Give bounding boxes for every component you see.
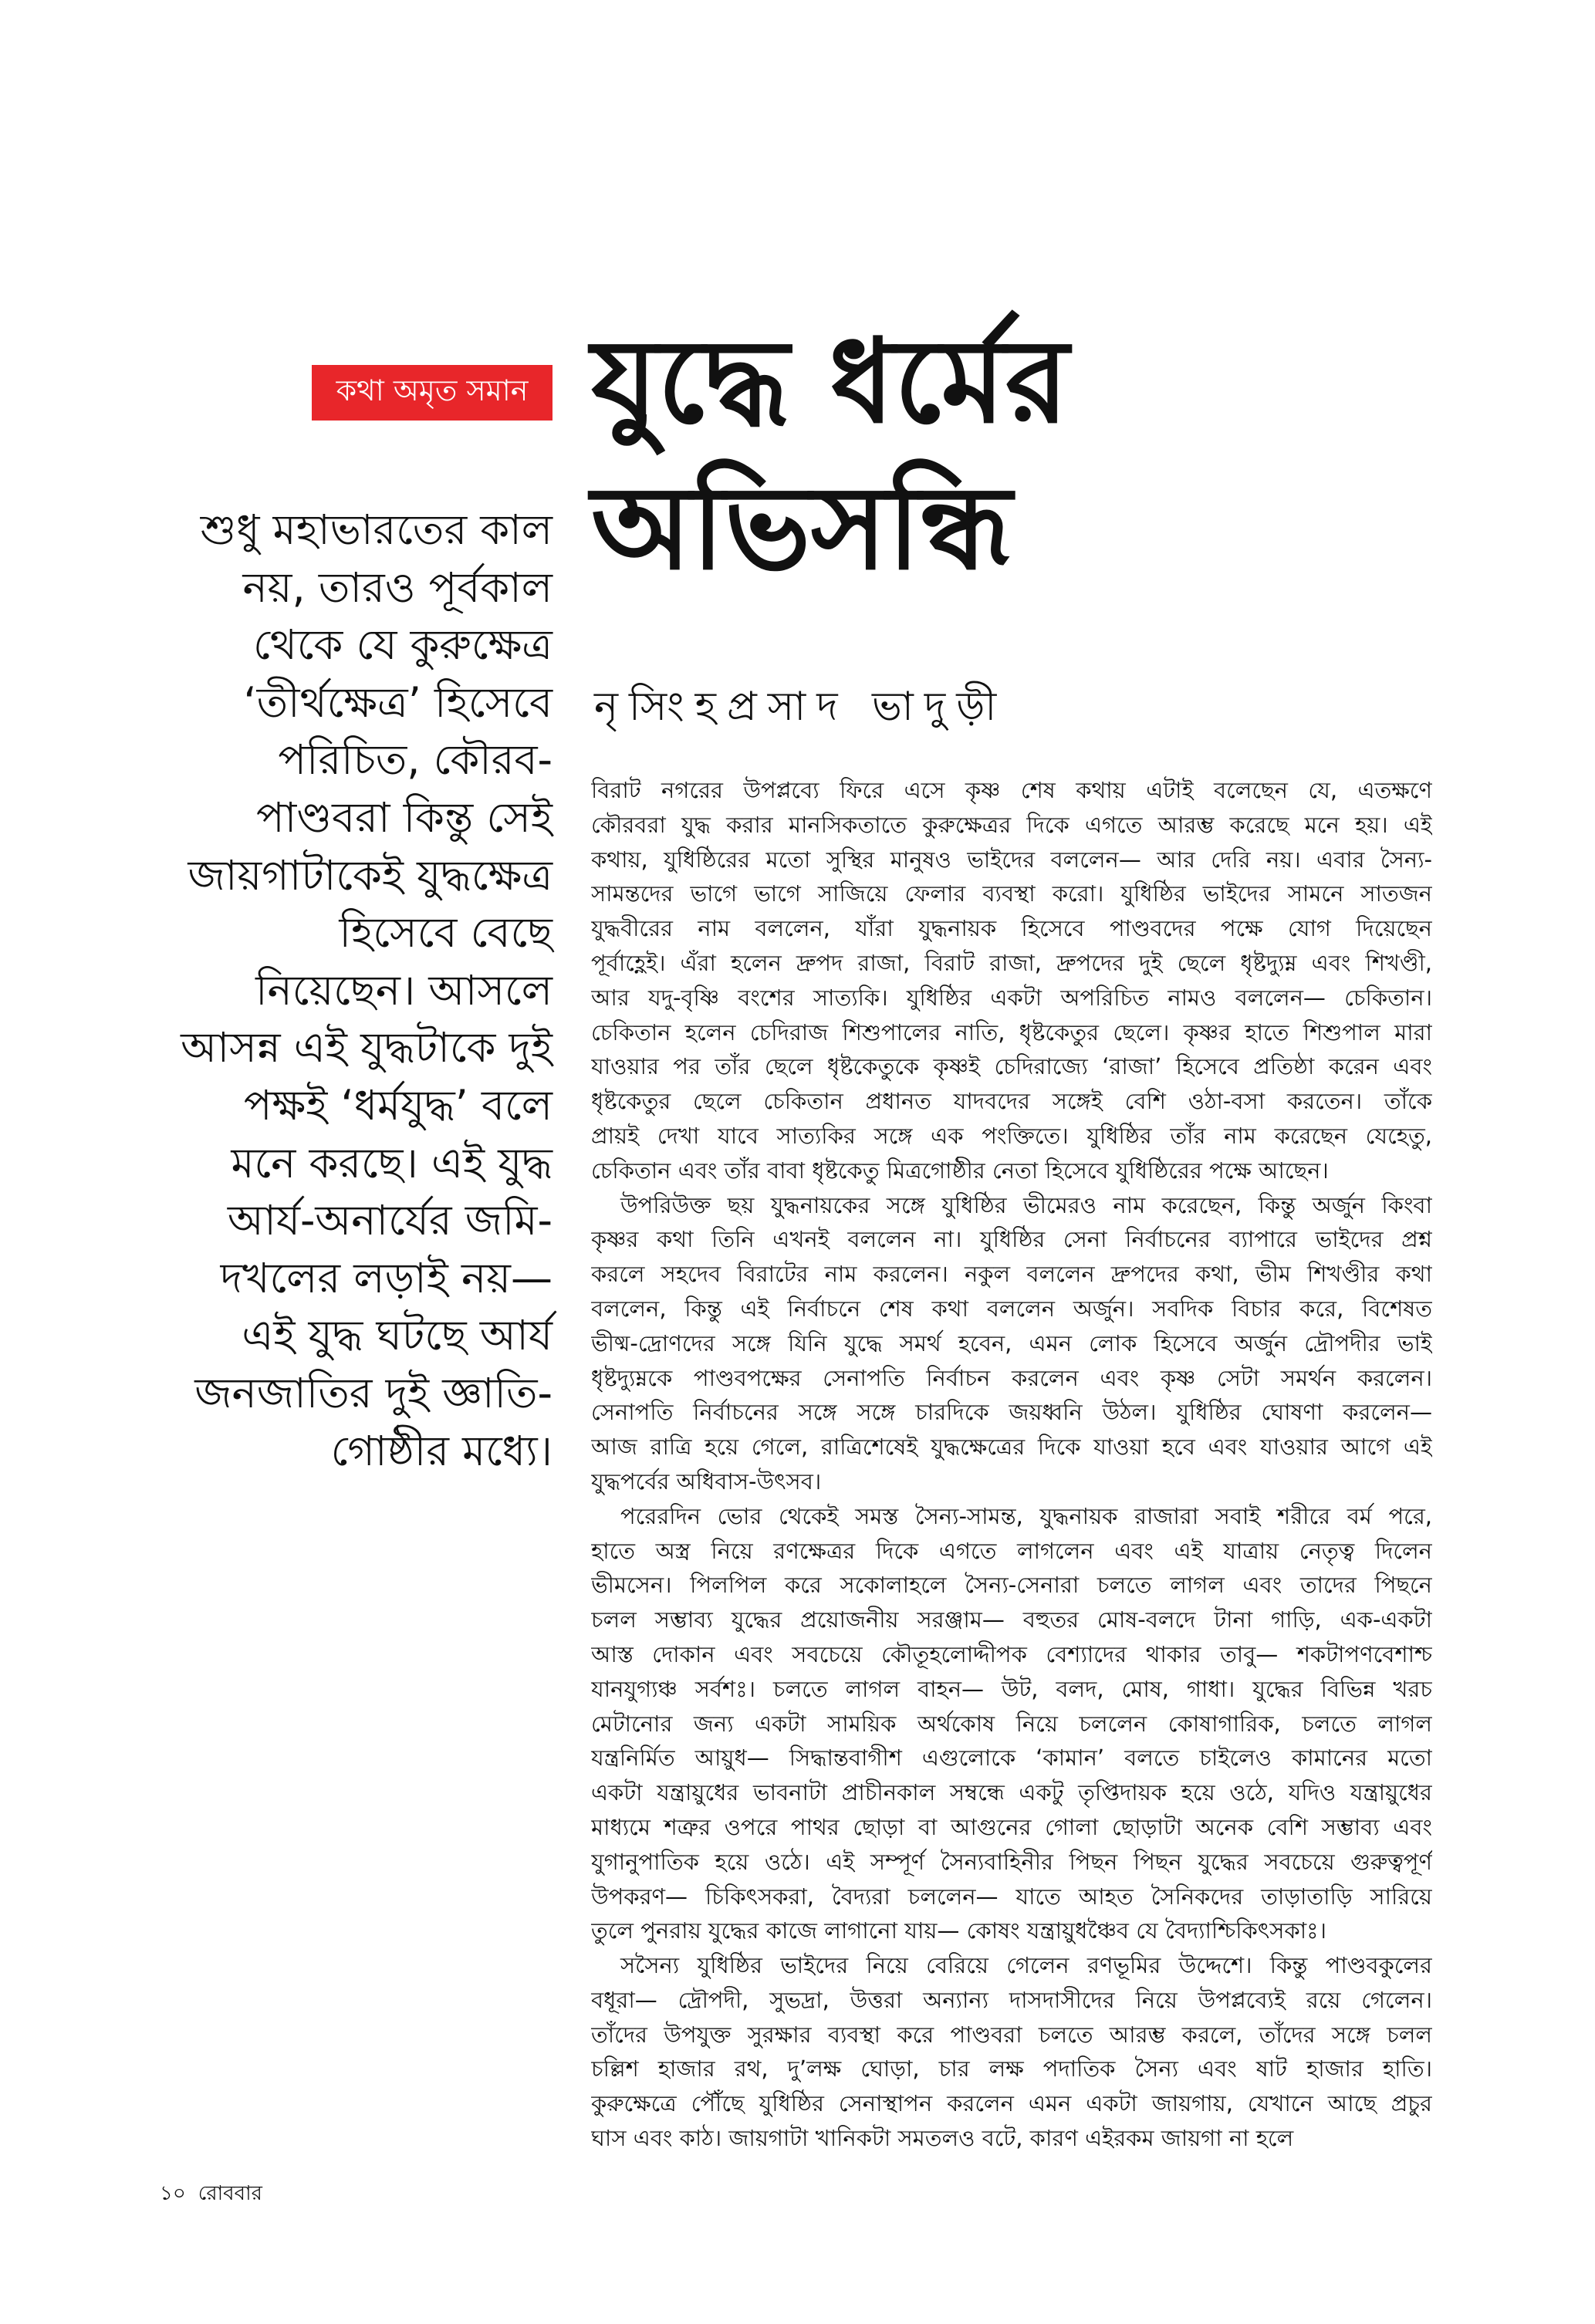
body-text-line: পরেরদিন ভোর থেকেই সমস্ত সৈন্য-সামন্ত, যুদ্ধনায়ক রাজারা সবাই শরীরে বর্ম পরে, bbox=[620, 1502, 1432, 1529]
pull-quote bbox=[154, 502, 553, 1480]
body-text-line: ধৃষ্টদ্যুম্নকে পাণ্ডবপক্ষের সেনাপতি নির্বাচন করলেন এবং কৃষ্ণ সেটা সমর্থন করলেন। bbox=[591, 1364, 1432, 1391]
body-text-line: কুরুক্ষেত্রে পৌঁছে যুধিষ্ঠির সেনাস্থাপন করলেন এমন একটা জায়গায়, যেখানে আছে প্রচুর bbox=[591, 2090, 1432, 2117]
body-text-line: যুদ্ধপর্বের অধিবাস-উৎসব। bbox=[591, 1468, 822, 1495]
body-text-line: আর যদু-বৃষ্ণি বংশের সাত্যকি। যুধিষ্ঠির একটা অপরিচিত নামও বললেন— চেকিতান। bbox=[591, 984, 1432, 1011]
body-text-line: হাতে অস্ত্র নিয়ে রণক্ষেত্রর দিকে এগতে লাগলেন এবং এই যাত্রায় নেতৃত্ব দিলেন bbox=[591, 1537, 1432, 1564]
author-byline: নৃসিংহপ্রসাদ ভাদুড়ী bbox=[594, 684, 1008, 730]
body-text-line: সসৈন্য যুধিষ্ঠির ভাইদের নিয়ে বেরিয়ে গেলেন রণভূমির উদ্দেশে। কিন্তু পাণ্ডবকুলের bbox=[620, 1952, 1432, 1979]
page-footer bbox=[160, 2177, 262, 2211]
body-text-line: একটা যন্ত্রায়ুধের ভাবনাটা প্রাচীনকাল সম্বন্ধে একটু তৃপ্তিদায়ক হয়ে ওঠে, যদিও যন্ত্রায়ুধের bbox=[591, 1779, 1432, 1806]
body-text-line: যাওয়ার পর তাঁর ছেলে ধৃষ্টকেতুকে কৃষ্ণই চেদিরাজ্যে ‘রাজা’ হিসেবে প্রতিষ্ঠা করেন এবং bbox=[591, 1053, 1432, 1080]
headline-line-1: যুদ্ধে ধর্মের bbox=[591, 315, 1070, 449]
body-text-line: চেকিতান হলেন চেদিরাজ শিশুপালের নাতি, ধৃষ্টকেতুর ছেলে। কৃষ্ণর হাতে শিশুপাল মারা bbox=[591, 1018, 1432, 1045]
body-text-line: পূর্বাহ্ণেই। এঁরা হলেন দ্রুপদ রাজা, বিরাট রাজা, দ্রুপদের দুই ছেলে ধৃষ্টদ্যুম্ন এবং শিখণ্ডী, bbox=[591, 949, 1432, 976]
pull-quote-line: শুধু মহাভারতের কাল bbox=[200, 505, 553, 554]
body-text-line: উপরিউক্ত ছয় যুদ্ধনায়কের সঙ্গে যুধিষ্ঠির ভীমেরও নাম করেছেন, কিন্তু অর্জুন কিংবা bbox=[620, 1191, 1432, 1218]
body-text-line: বধূরা— দ্রৌপদী, সুভদ্রা, উত্তরা অন্যান্য দাসদাসীদের নিয়ে উপপ্লব্যেই রয়ে গেলেন। bbox=[591, 1986, 1432, 2013]
body-text-line: উপকরণ— চিকিৎসকরা, বৈদ্যরা চললেন— যাতে আহত সৈনিকদের তাড়াতাড়ি সারিয়ে bbox=[591, 1883, 1432, 1910]
body-text-line: ভীষ্ম-দ্রোণদের সঙ্গে যিনি যুদ্ধে সমর্থ হবেন, এমন লোক হিসেবে অর্জুন দ্রৌপদীর ভাই bbox=[591, 1329, 1432, 1356]
body-text-line: সামন্তদের ভাগে ভাগে সাজিয়ে ফেলার ব্যবস্থা করো। যুধিষ্ঠির ভাইদের সামনে সাতজন bbox=[591, 880, 1432, 907]
pull-quote-line: পক্ষই ‘ধর্মযুদ্ধ’ বলে bbox=[243, 1080, 553, 1130]
pull-quote-line: হিসেবে বেছে bbox=[339, 908, 553, 958]
body-text-line: কৌরবরা যুদ্ধ করার মানসিকতাতে কুরুক্ষেত্রর দিকে এগতে আরম্ভ করেছে মনে হয়। এই bbox=[591, 811, 1432, 838]
body-text-line: আজ রাত্রি হয়ে গেলে, রাত্রিশেষেই যুদ্ধক্ষেত্রের দিকে যাওয়া হবে এবং যাওয়ার আগে এই bbox=[591, 1434, 1432, 1461]
body-text-line: প্রায়ই দেখা যাবে সাত্যকির সঙ্গে এক পংক্তিতে। যুধিষ্ঠির তাঁর নাম করেছেন যেহেতু, bbox=[591, 1122, 1432, 1149]
headline bbox=[591, 309, 1069, 602]
body-text-line: ভীমসেন। পিলপিল করে সকোলাহলে সৈন্য-সেনারা চলতে লাগল এবং তাদের পিছনে bbox=[591, 1572, 1432, 1599]
page-number: ১০ bbox=[160, 2182, 186, 2205]
body-text-line: যুদ্ধবীরের নাম বললেন, যাঁরা যুদ্ধনায়ক হিসেবে পাণ্ডবদের পক্ষে যোগ দিয়েছেন bbox=[591, 915, 1432, 942]
body-text-line: চল্লিশ হাজার রথ, দু’লক্ষ ঘোড়া, চার লক্ষ পদাতিক সৈন্য এবং ষাট হাজার হাতি। bbox=[591, 2055, 1432, 2082]
body-text-line: মেটানোর জন্য একটা সাময়িক অর্থকোষ নিয়ে চললেন কোষাগারিক, চলতে লাগল bbox=[591, 1710, 1432, 1737]
pull-quote-line: নয়, তারও পূর্বকাল bbox=[242, 562, 553, 612]
section-tag-label: কথা অমৃত সমান bbox=[336, 373, 529, 407]
pull-quote-line: আসন্ন এই যুদ্ধটাকে দুই bbox=[181, 1023, 553, 1072]
body-text-line: তুলে পুনরায় যুদ্ধের কাজে লাগানো যায়— কোষং যন্ত্রায়ুধঞ্চৈব যে বৈদ্যাশ্চিকিৎসকাঃ। bbox=[591, 1917, 1326, 1944]
body-text-line: মাধ্যমে শত্রুর ওপরে পাথর ছোড়া বা আগুনের গোলা ছোড়াটা অনেক বেশি সম্ভাব্য এবং bbox=[591, 1813, 1432, 1840]
body-text-line: বললেন, কিন্তু এই নির্বাচনে শেষ কথা বললেন অর্জুন। সবদিক বিচার করে, বিশেষত bbox=[591, 1295, 1432, 1322]
body-text-line: যানযুগ্যঞ্চ সর্বশঃ। চলতে লাগল বাহন— উট, বলদ, মোষ, গাধা। যুদ্ধের বিভিন্ন খরচ bbox=[591, 1675, 1432, 1702]
pull-quote-line: এই যুদ্ধ ঘটছে আর্য bbox=[242, 1311, 553, 1360]
body-text-line: যুগানুপাতিক হয়ে ওঠে। এই সম্পূর্ণ সৈন্যবাহিনীর পিছন পিছন যুদ্ধের সবচেয়ে গুরুত্বপূর্ণ bbox=[591, 1848, 1432, 1875]
body-text-line: আস্ত দোকান এবং সবচেয়ে কৌতূহলোদ্দীপক বেশ্যাদের থাকার তাবু— শকটাপণবেশাশ্চ bbox=[591, 1640, 1432, 1667]
pull-quote-line: আর্য-অনার্যের জমি- bbox=[227, 1196, 553, 1245]
pull-quote-line: থেকে যে কুরুক্ষেত্র bbox=[252, 620, 553, 670]
headline-line-2: অভিসন্ধি bbox=[591, 461, 1012, 596]
body-text-line: বিরাট নগরের উপপ্লব্যে ফিরে এসে কৃষ্ণ শেষ কথায় এটাই বলেছেন যে, এতক্ষণে bbox=[591, 777, 1432, 803]
section-tag bbox=[312, 365, 553, 421]
pull-quote-line: ‘তীর্থক্ষেত্র’ হিসেবে bbox=[243, 677, 553, 727]
body-text-line: যন্ত্রনির্মিত আয়ুধ— সিদ্ধান্তবাগীশ এগুলোকে ‘কামান’ বলতে চাইলেও কামানের মতো bbox=[591, 1745, 1432, 1772]
magazine-name: রোববার bbox=[198, 2182, 262, 2205]
pull-quote-line: দখলের লড়াই নয়— bbox=[220, 1253, 553, 1302]
pull-quote-line: মনে করছে। এই যুদ্ধ bbox=[231, 1138, 553, 1187]
body-text-line: চলল সম্ভাব্য যুদ্ধের প্রয়োজনীয় সরঞ্জাম— বহুতর মোষ-বলদে টানা গাড়ি, এক-একটা bbox=[591, 1606, 1432, 1633]
pull-quote-line: গোষ্ঠীর মধ্যে। bbox=[330, 1426, 553, 1475]
body-text-line: চেকিতান এবং তাঁর বাবা ধৃষ্টকেতু মিত্রগোষ্ঠীর নেতা হিসেবে যুধিষ্ঠিরের পক্ষে আছেন। bbox=[591, 1157, 1329, 1184]
body-text-line: সেনাপতি নির্বাচনের সঙ্গে সঙ্গে চারদিকে জয়ধ্বনি উঠল। যুধিষ্ঠির ঘোষণা করলেন— bbox=[591, 1399, 1432, 1426]
pull-quote-line: পাণ্ডবরা কিন্তু সেই bbox=[256, 792, 553, 842]
body-text-line: ঘাস এবং কাঠ। জায়গাটা খানিকটা সমতলও বটে, কারণ এইরকম জায়গা না হলে bbox=[591, 2125, 1294, 2152]
pull-quote-line: জায়গাটাকেই যুদ্ধক্ষেত্র bbox=[188, 850, 553, 900]
body-text-line: কৃষ্ণর কথা তিনি এখনই বললেন না। যুধিষ্ঠির সেনা নির্বাচনের ব্যাপারে ভাইদের প্রশ্ন bbox=[591, 1226, 1432, 1253]
pull-quote-line: জনজাতির দুই জ্ঞাতি- bbox=[194, 1368, 553, 1417]
body-text-line: করলে সহদেব বিরাটের নাম করলেন। নকুল বললেন দ্রুপদের কথা, ভীম শিখণ্ডীর কথা bbox=[591, 1261, 1432, 1288]
pull-quote-line: পরিচিত, কৌরব- bbox=[278, 735, 553, 785]
article-body bbox=[591, 773, 1432, 2156]
body-text-line: তাঁদের উপযুক্ত সুরক্ষার ব্যবস্থা করে পাণ্ডবরা চলতে আরম্ভ করলে, তাঁদের সঙ্গে চলল bbox=[591, 2021, 1432, 2048]
body-text-line: কথায়, যুধিষ্ঠিরের মতো সুস্থির মানুষও ভাইদের বললেন— আর দেরি নয়। এবার সৈন্য- bbox=[591, 846, 1432, 873]
pull-quote-line: নিয়েছেন। আসলে bbox=[255, 965, 553, 1015]
body-text-line: ধৃষ্টকেতুর ছেলে চেকিতান প্রধানত যাদবদের সঙ্গেই বেশি ওঠা-বসা করতেন। তাঁকে bbox=[591, 1088, 1432, 1115]
